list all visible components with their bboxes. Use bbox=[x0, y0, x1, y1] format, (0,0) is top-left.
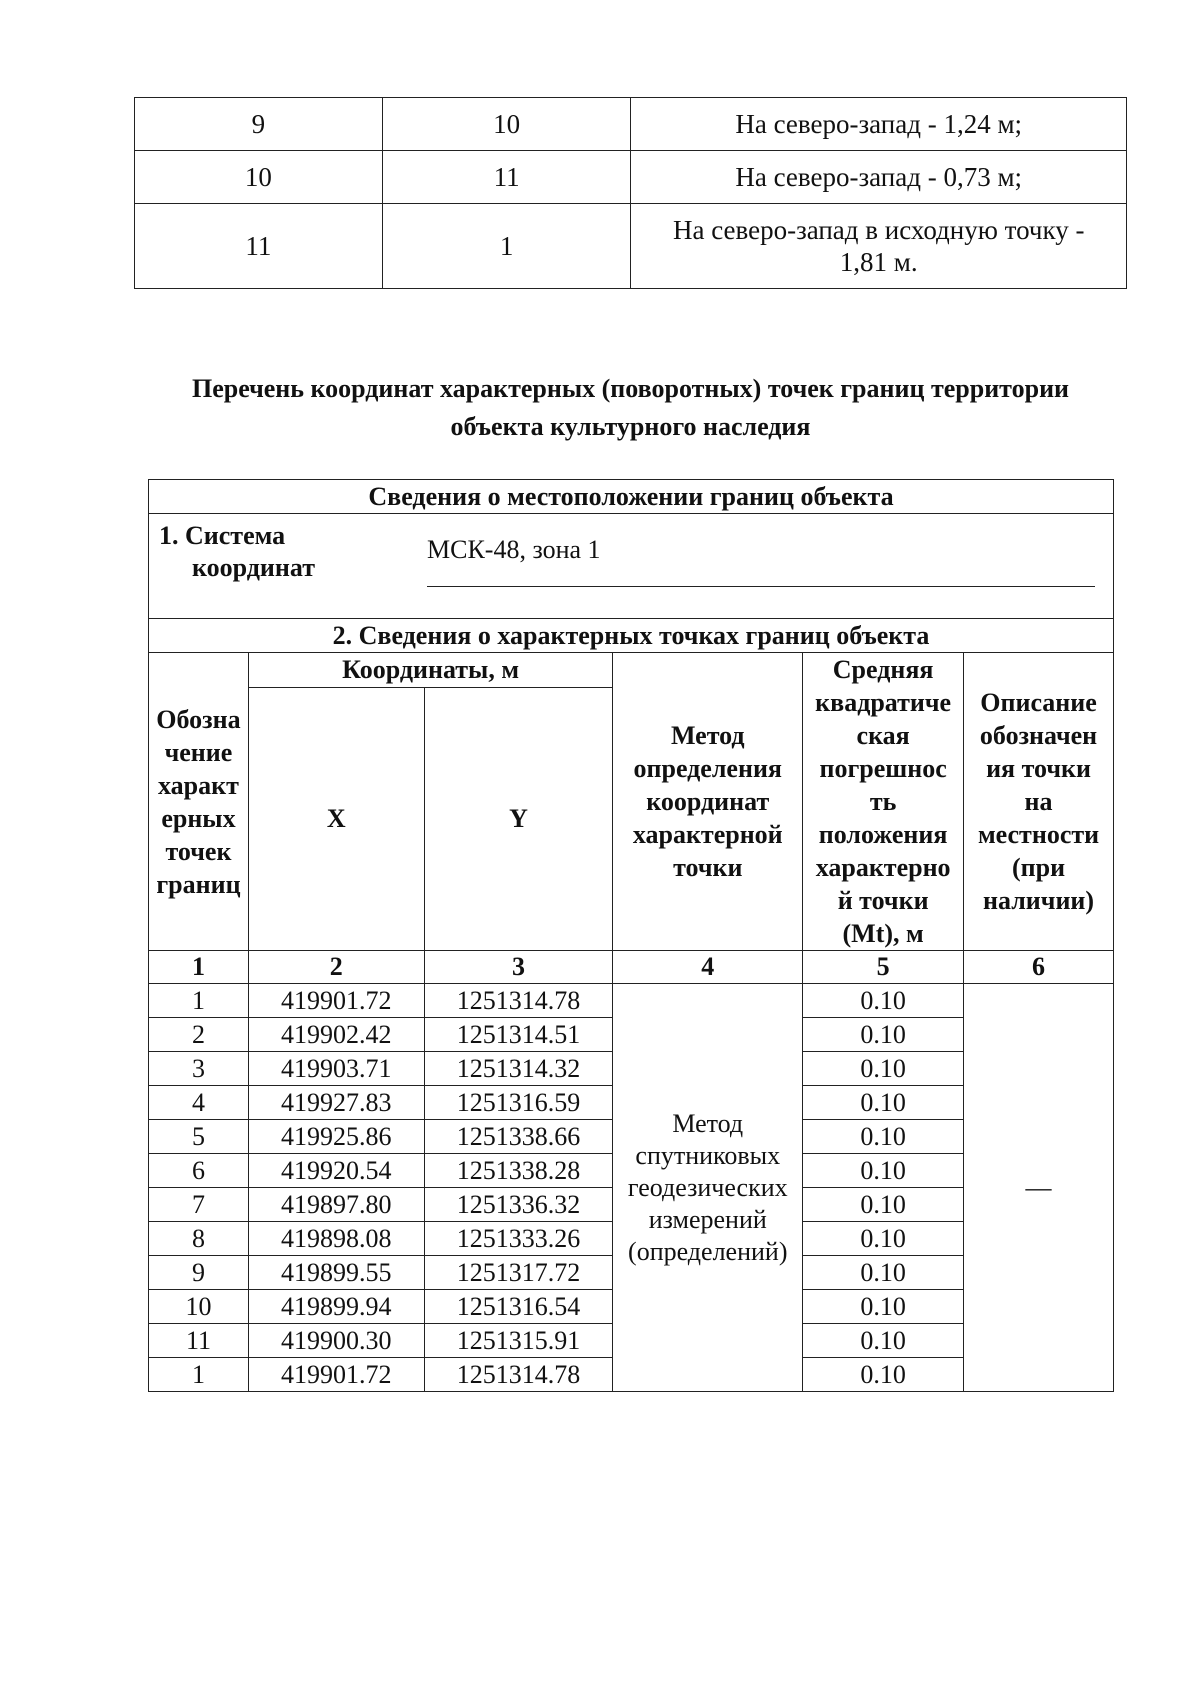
method-line: измерений bbox=[648, 1204, 767, 1234]
y-header: Y bbox=[424, 687, 613, 950]
direction-description bbox=[631, 204, 1127, 289]
coords-header: Координаты, м bbox=[248, 653, 612, 688]
x-coordinate: 419920.54 bbox=[248, 1154, 424, 1188]
method-cell bbox=[613, 984, 803, 1392]
x-coordinate: 419898.08 bbox=[248, 1222, 424, 1256]
from-point: 10 bbox=[135, 151, 383, 204]
to-point: 11 bbox=[382, 151, 631, 204]
description-value: — bbox=[964, 984, 1114, 1392]
x-coordinate: 419925.86 bbox=[248, 1120, 424, 1154]
y-coordinate: 1251317.72 bbox=[424, 1256, 613, 1290]
mt-value: 0.10 bbox=[803, 984, 964, 1018]
column-numbers-row bbox=[149, 951, 1114, 984]
column-number: 3 bbox=[424, 951, 613, 984]
y-coordinate: 1251314.78 bbox=[424, 1358, 613, 1392]
method-line: геодезических bbox=[627, 1172, 788, 1202]
coordinate-system-cell bbox=[149, 514, 1114, 619]
point-number: 9 bbox=[149, 1256, 249, 1290]
mt-value: 0.10 bbox=[803, 1290, 964, 1324]
from-point: 9 bbox=[135, 98, 383, 151]
label-line: 1. Система bbox=[159, 521, 286, 550]
y-coordinate: 1251316.54 bbox=[424, 1290, 613, 1324]
point-number: 8 bbox=[149, 1222, 249, 1256]
direction-description: На северо-запад - 1,24 м; bbox=[631, 98, 1127, 151]
table-row bbox=[135, 98, 1127, 151]
method-line: (определений) bbox=[628, 1236, 788, 1266]
mt-value: 0.10 bbox=[803, 1120, 964, 1154]
y-coordinate: 1251314.32 bbox=[424, 1052, 613, 1086]
mt-value: 0.10 bbox=[803, 1018, 964, 1052]
y-coordinate: 1251316.59 bbox=[424, 1086, 613, 1120]
data-body bbox=[149, 984, 1114, 1392]
column-number: 2 bbox=[248, 951, 424, 984]
description-line: На северо-запад в исходную точку - bbox=[672, 215, 1085, 245]
table-row bbox=[135, 204, 1127, 289]
x-coordinate: 419927.83 bbox=[248, 1086, 424, 1120]
description-line: 1,81 м. bbox=[839, 247, 918, 277]
point-number: 1 bbox=[149, 984, 249, 1018]
y-coordinate: 1251333.26 bbox=[424, 1222, 613, 1256]
section-title: 2. Сведения о характерных точках границ объекта bbox=[149, 619, 1114, 653]
method-line: спутниковых bbox=[635, 1140, 781, 1170]
x-coordinate: 419902.42 bbox=[248, 1018, 424, 1052]
to-point: 1 bbox=[382, 204, 631, 289]
y-coordinate: 1251314.78 bbox=[424, 984, 613, 1018]
point-number: 11 bbox=[149, 1324, 249, 1358]
table-title-row bbox=[149, 480, 1114, 514]
mt-value: 0.10 bbox=[803, 1188, 964, 1222]
column-number: 4 bbox=[613, 951, 803, 984]
method-line: Метод bbox=[672, 1108, 744, 1138]
x-coordinate: 419899.55 bbox=[248, 1256, 424, 1290]
direction-description: На северо-запад - 0,73 м; bbox=[631, 151, 1127, 204]
mt-value: 0.10 bbox=[803, 1256, 964, 1290]
heading-line: Перечень координат характерных (поворотных) точек границ территории bbox=[191, 374, 1070, 403]
method-header: Метод определения координат характерной точки bbox=[613, 653, 803, 951]
x-coordinate: 419901.72 bbox=[248, 1358, 424, 1392]
mt-value: 0.10 bbox=[803, 1086, 964, 1120]
x-coordinate: 419899.94 bbox=[248, 1290, 424, 1324]
column-number: 1 bbox=[149, 951, 249, 984]
coordinate-system-label bbox=[159, 520, 315, 584]
mt-value: 0.10 bbox=[803, 1222, 964, 1256]
x-coordinate: 419903.71 bbox=[248, 1052, 424, 1086]
x-header: X bbox=[248, 687, 424, 950]
coordinate-system-value: МСК-48, зона 1 bbox=[427, 535, 601, 564]
point-number: 6 bbox=[149, 1154, 249, 1188]
column-number: 6 bbox=[964, 951, 1114, 984]
to-point: 10 bbox=[382, 98, 631, 151]
heading-line: объекта культурного наследия bbox=[450, 412, 811, 441]
x-coordinate: 419901.72 bbox=[248, 984, 424, 1018]
coordinate-system-row bbox=[149, 514, 1114, 619]
y-coordinate: 1251315.91 bbox=[424, 1324, 613, 1358]
mt-value: 0.10 bbox=[803, 1052, 964, 1086]
y-coordinate: 1251314.51 bbox=[424, 1018, 613, 1052]
table-title: Сведения о местоположении границ объекта bbox=[149, 480, 1114, 514]
mt-value: 0.10 bbox=[803, 1358, 964, 1392]
page-heading bbox=[134, 370, 1127, 446]
point-number: 5 bbox=[149, 1120, 249, 1154]
point-number: 10 bbox=[149, 1290, 249, 1324]
mt-value: 0.10 bbox=[803, 1324, 964, 1358]
y-coordinate: 1251338.66 bbox=[424, 1120, 613, 1154]
underline bbox=[427, 586, 1095, 587]
point-number: 7 bbox=[149, 1188, 249, 1222]
description-header: Описание обозначен ия точки на местности (при наличии) bbox=[964, 653, 1114, 951]
label-line: координат bbox=[192, 553, 315, 582]
mt-header: Средняя квадратиче ская погрешнос ть положения характерно й точки (Mt), м bbox=[803, 653, 964, 951]
mt-value: 0.10 bbox=[803, 1154, 964, 1188]
y-coordinate: 1251336.32 bbox=[424, 1188, 613, 1222]
table-row bbox=[149, 984, 1114, 1018]
coordinates-table bbox=[148, 479, 1114, 1392]
y-coordinate: 1251338.28 bbox=[424, 1154, 613, 1188]
point-number: 2 bbox=[149, 1018, 249, 1052]
designation-header: Обозна чение характ ерных точек границ bbox=[149, 653, 249, 951]
section-title-row bbox=[149, 619, 1114, 653]
point-number: 4 bbox=[149, 1086, 249, 1120]
point-number: 1 bbox=[149, 1358, 249, 1392]
x-coordinate: 419900.30 bbox=[248, 1324, 424, 1358]
point-number: 3 bbox=[149, 1052, 249, 1086]
from-point: 11 bbox=[135, 204, 383, 289]
table-row bbox=[135, 151, 1127, 204]
column-number: 5 bbox=[803, 951, 964, 984]
header-row bbox=[149, 653, 1114, 688]
x-coordinate: 419897.80 bbox=[248, 1188, 424, 1222]
top-table bbox=[134, 97, 1127, 289]
